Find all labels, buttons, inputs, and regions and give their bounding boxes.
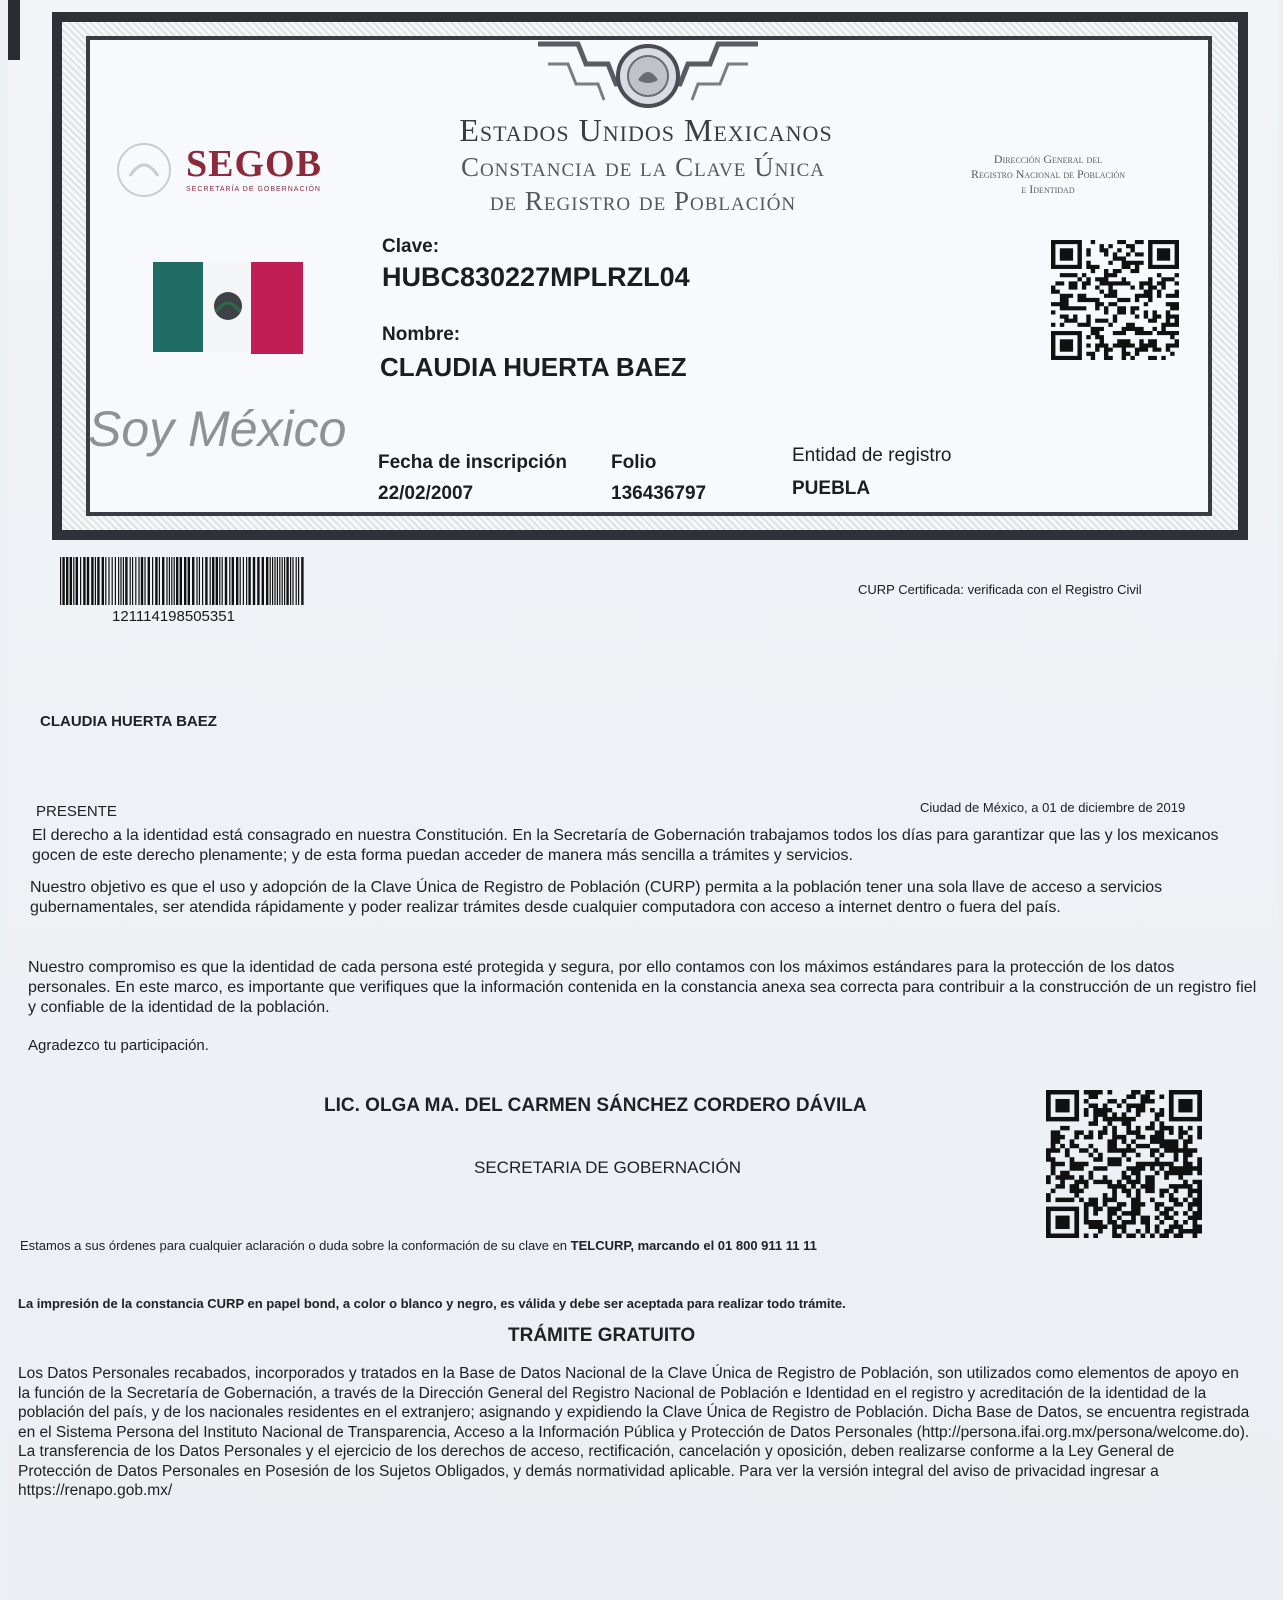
soy-mexico-watermark: Soy México <box>88 401 347 457</box>
addressee-name: CLAUDIA HUERTA BAEZ <box>40 713 217 730</box>
direccion-line1: Dirección General del <box>993 152 1103 166</box>
entidad-value: PUEBLA <box>792 478 871 499</box>
curp-certificada-note: CURP Certificada: verificada con el Registro Civil <box>858 582 1142 597</box>
letter-paragraph-1: El derecho a la identidad está consagrado en nuestra Constitución. En la Secretaría de Gobernación trabajamos todos los días para garantizar que las y los mexicanos gocen de este derecho plenamente; y de esta forma puedan acceder de manera más sencilla a trámites y servicios. <box>32 827 1219 864</box>
document-title-line2: de Registro de Población <box>489 186 797 216</box>
qr-code-icon <box>1051 240 1179 360</box>
clave-value: HUBC830227MPLRZL04 <box>382 262 690 292</box>
signer-title: SECRETARIA DE GOBERNACIÓN <box>474 1158 742 1177</box>
barcode-number: 121114198505351 <box>112 608 235 625</box>
nombre-value: CLAUDIA HUERTA BAEZ <box>380 352 687 382</box>
photo-edge <box>8 0 20 60</box>
direccion-line2: Registro Nacional de Población <box>970 167 1126 181</box>
fecha-value: 22/02/2007 <box>378 483 474 504</box>
letter-paragraph-2: Nuestro objetivo es que el uso y adopción de la Clave Única de Registro de Población (CURP) permita a la población tener una sola llave de acceso a servicios gubernamentales, ser atendida rápidamente y poder realizar trámites desde cualquier computadora con acceso a internet dentro o fuera del país. <box>30 879 1163 916</box>
folio-value: 136436797 <box>611 483 707 504</box>
document-title-line1: Constancia de la Clave Única <box>460 152 826 182</box>
document-title <box>398 150 888 218</box>
segob-subtitle: SECRETARÍA DE GOBERNACIÓN <box>186 186 321 193</box>
telcurp-phone: TELCURP, marcando el 01 800 911 11 11 <box>570 1238 817 1253</box>
direccion-line3: e Identidad <box>1021 182 1075 196</box>
presente-label: PRESENTE <box>36 803 117 820</box>
direccion-general <box>928 152 1168 197</box>
segob-logo: SEGOB <box>186 143 322 185</box>
barcode-icon <box>60 557 306 605</box>
tramite-gratuito: TRÁMITE GRATUITO <box>508 1325 696 1346</box>
curp-document <box>8 0 1278 1600</box>
privacy-notice: Los Datos Personales recabados, incorporados y tratados en la Base de Datos Nacional de la Clave Única de Registro de Población, son utilizados como elementos de apoyo en la función de la Secretaría de Gobernación, a través de la Dirección General del Registro Nacional de Población e Identidad en el registro y acreditación de la identidad de la población del país, y de los nacionales residentes en el extranjero; asignando y expidiendo la Clave Única de Registro de Población. Dicha Base de Datos, se encuentra registrada en el Sistema Persona del Instituto Nacional de Transparencia, Acceso a la Información Pública y Protección de Datos Personales (http://persona.ifai.org.mx/persona/welcome.do). La transferencia de los Datos Personales y el ejercicio de los derechos de acceso, rectificación, cancelación y oposición, deben realizarse conforme a la Ley General de Protección de Datos Personales en Posesión de los Sujetos Obligados, y demás normatividad aplicable. Para ver la versión integral del aviso de privacidad ingresar a https://renapo.gob.mx/ <box>18 1365 1250 1499</box>
mexico-flag-icon <box>153 262 303 354</box>
faded-seal-icon <box>112 140 176 200</box>
country-title: Estados Unidos Mexicanos <box>459 112 833 148</box>
letter-paragraph-3: Nuestro compromiso es que la identidad de cada persona esté protegida y segura, por ello contamos con los máximos estándares para la protección de los datos personales. En este marco, es importante que verifiques que la información contenida en la constancia anexa sea correcta para contribuir a la construcción de un registro fiel y confiable de la identidad de la población. <box>28 959 1257 1016</box>
nombre-label: Nombre: <box>382 324 461 345</box>
fecha-label: Fecha de inscripción <box>378 452 567 473</box>
signer-name: LIC. OLGA MA. DEL CARMEN SÁNCHEZ CORDERO DÁVILA <box>324 1095 867 1116</box>
telcurp-line <box>20 1236 817 1256</box>
thanks-line: Agradezco tu participación. <box>28 1037 209 1054</box>
qr-code-icon <box>1046 1090 1202 1238</box>
folio-label: Folio <box>611 452 657 473</box>
entidad-label: Entidad de registro <box>792 445 952 466</box>
place-date: Ciudad de México, a 01 de diciembre de 2019 <box>920 800 1186 815</box>
telcurp-text: Estamos a sus órdenes para cualquier aclaración o duda sobre la conformación de su clave en <box>20 1238 571 1253</box>
national-emblem-icon <box>538 34 758 112</box>
impresion-note: La impresión de la constancia CURP en papel bond, a color o blanco y negro, es válida y debe ser aceptada para realizar todo trámite. <box>18 1296 846 1311</box>
clave-label: Clave: <box>382 236 440 257</box>
